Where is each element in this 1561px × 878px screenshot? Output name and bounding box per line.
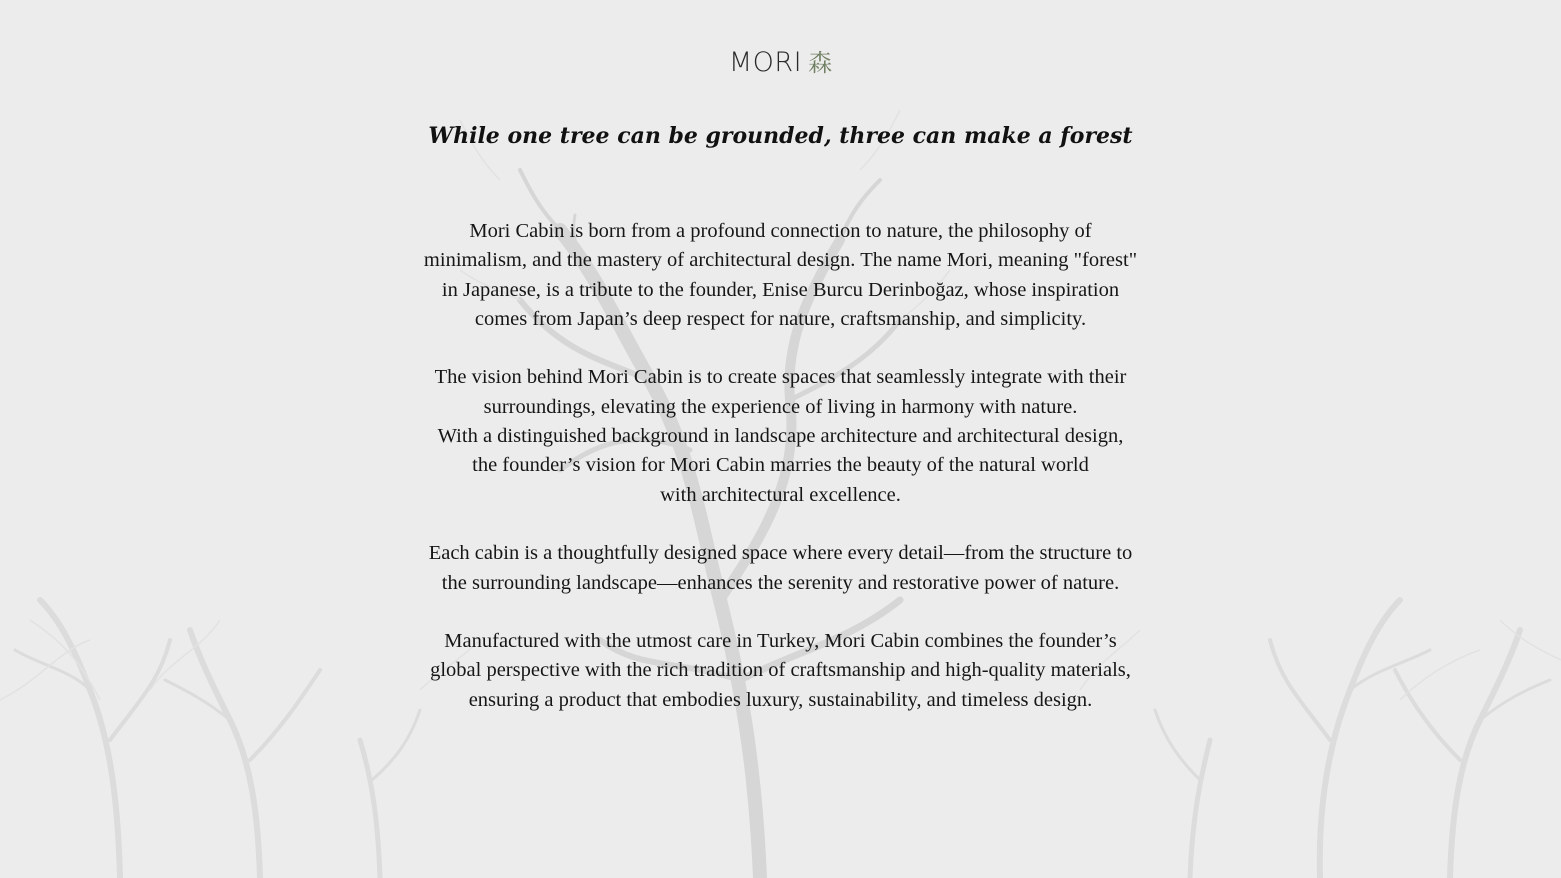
text-line: surroundings, elevating the experience of living in harmony with nature.: [483, 395, 1078, 418]
logo-wordmark: MORI: [728, 47, 803, 78]
text-line: Each cabin is a thoughtfully designed space where every detail—from the structure to: [428, 542, 1133, 565]
tagline-heading: While one tree can be grounded, three can make a forest: [428, 123, 1133, 149]
about-body: [370, 217, 1191, 744]
text-line: Mori Cabin is born from a profound connection to nature, the philosophy of: [469, 220, 1092, 242]
text-line: the surrounding landscape—enhances the serenity and restorative power of nature.: [441, 571, 1120, 594]
text-line: ensuring a product that embodies luxury, sustainability, and timeless design.: [468, 688, 1093, 711]
text-line: The vision behind Mori Cabin is to create spaces that seamlessly integrate with their: [434, 366, 1127, 389]
paragraph-design: [370, 539, 1191, 598]
text-line: With a distinguished background in landscape architecture and architectural design,: [437, 425, 1124, 448]
paragraph-manufacturing: [370, 627, 1191, 715]
text-line: global perspective with the rich tradition of craftsmanship and high-quality materials,: [430, 659, 1131, 682]
text-line: with architectural excellence.: [660, 483, 901, 506]
text-line: comes from Japan’s deep respect for nature, craftsmanship, and simplicity.: [474, 307, 1087, 330]
text-line: Manufactured with the utmost care in Turkey, Mori Cabin combines the founder’s: [444, 630, 1117, 653]
brand-logo: [0, 46, 1561, 80]
text-line: the founder’s vision for Mori Cabin marries the beauty of the natural world: [472, 454, 1089, 477]
logo-kanji-mark: 森: [808, 49, 833, 77]
text-line: minimalism, and the mastery of architectural design. The name Mori, meaning "forest": [423, 249, 1138, 272]
paragraph-origin: [370, 217, 1191, 334]
paragraph-vision: [370, 363, 1191, 509]
text-line: in Japanese, is a tribute to the founder, Enise Burcu Derinboğaz, whose inspiration: [441, 278, 1120, 301]
